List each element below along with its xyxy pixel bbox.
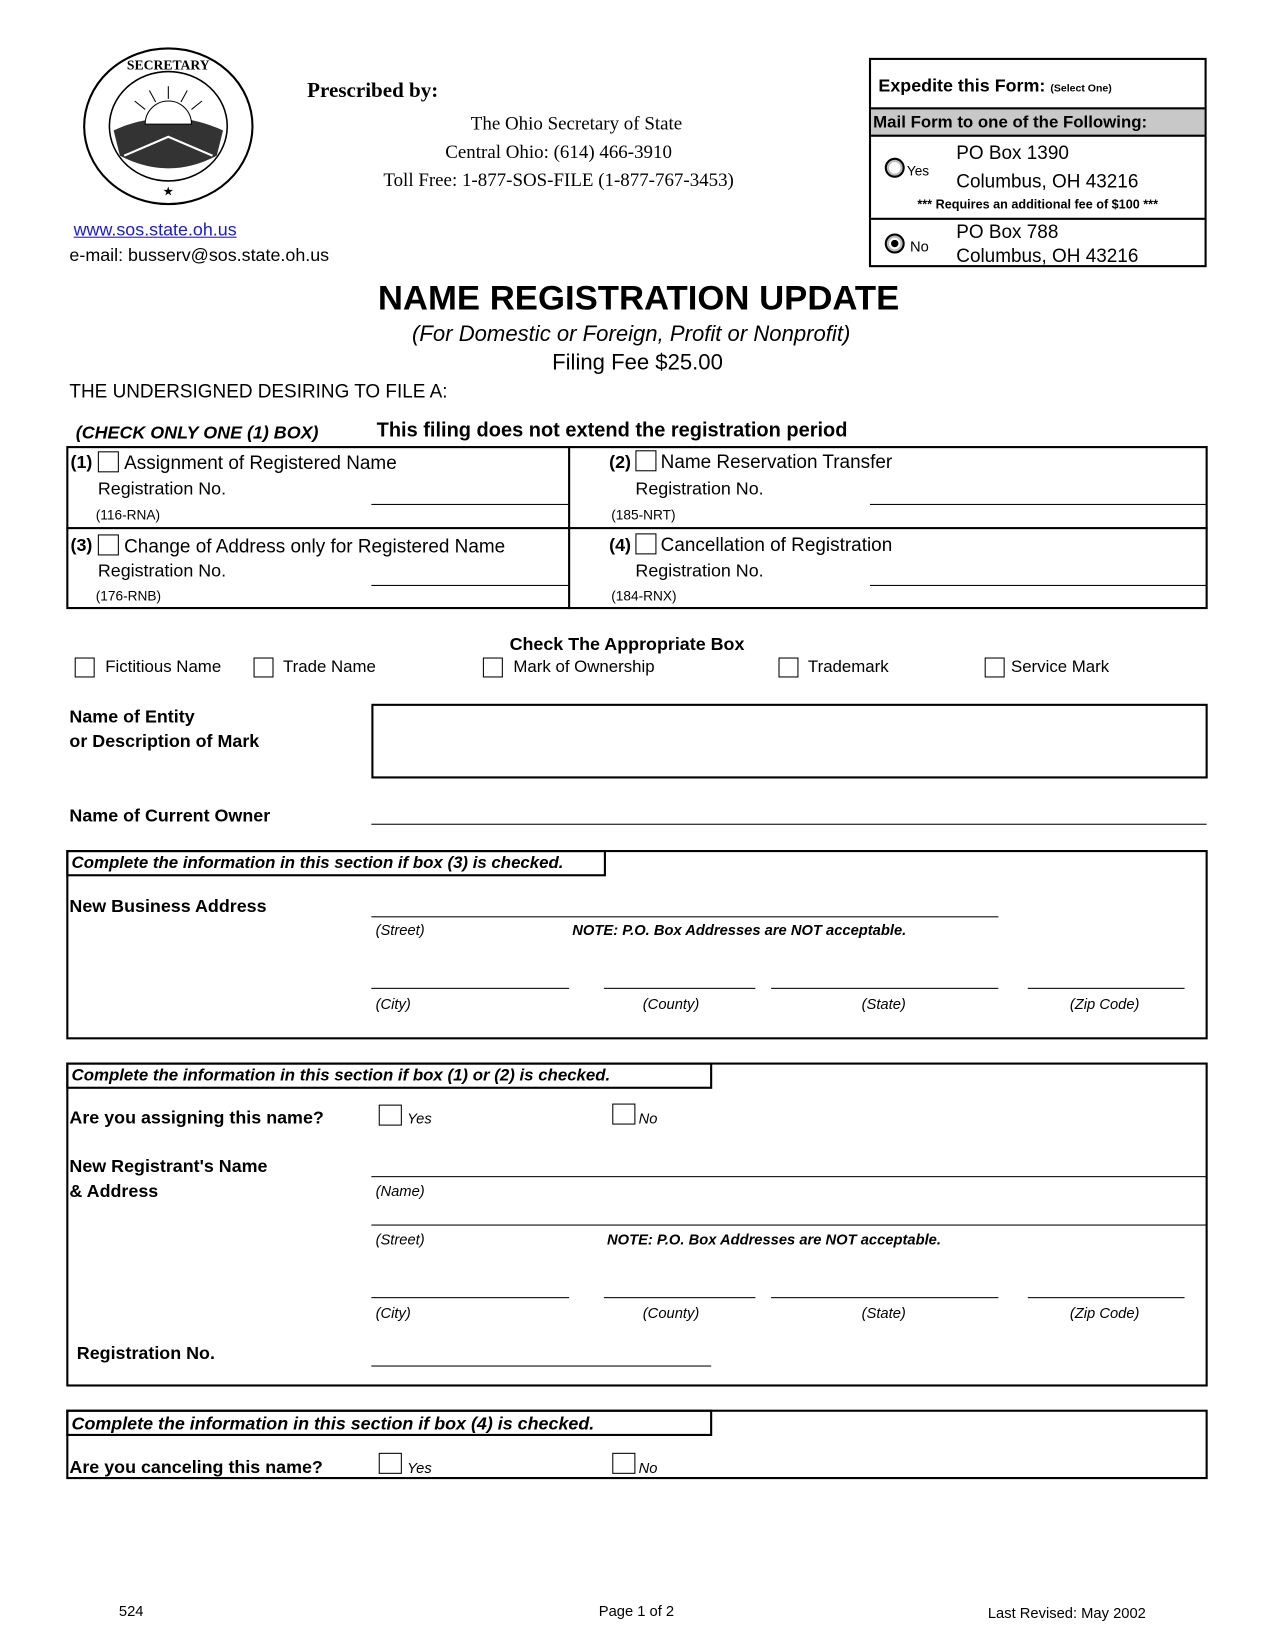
- last-revised: Last Revised: May 2002: [987, 1604, 1146, 1622]
- no-address-line2: Columbus, OH 43216: [956, 245, 1139, 267]
- canceling-no-label: No: [638, 1459, 658, 1476]
- select-one-note: (Select One): [1050, 83, 1112, 95]
- option-3-code: (176-RNB): [95, 588, 162, 604]
- assigning-no-label: No: [638, 1109, 658, 1127]
- expedite-yes-label: Yes: [906, 163, 930, 179]
- canceling-yes-label: Yes: [407, 1459, 432, 1476]
- entity-name-field[interactable]: [371, 704, 1207, 779]
- assigning-yes-label: Yes: [407, 1109, 432, 1127]
- s12-name-label: (Name): [375, 1182, 425, 1200]
- option-1-registration-label: Registration No.: [97, 478, 227, 499]
- s12-street-field[interactable]: [371, 1225, 1206, 1226]
- option-2-code: (185-NRT): [611, 507, 676, 523]
- s12-po-box-note: NOTE: P.O. Box Addresses are NOT acceptable.: [607, 1230, 941, 1248]
- office-name: The Ohio Secretary of State: [470, 112, 683, 134]
- s12-county-label: (County): [642, 1304, 700, 1322]
- s12-zip-label: (Zip Code): [1069, 1304, 1140, 1322]
- assigning-question: Are you assigning this name?: [69, 1107, 324, 1128]
- expedite-fee-note: *** Requires an additional fee of $100 ***: [917, 196, 1158, 212]
- registration-period-notice: This filing does not extend the registration period: [376, 419, 848, 442]
- entity-name-label: Name of Entity: [69, 706, 195, 727]
- s12-county-field[interactable]: [604, 1297, 755, 1298]
- email-text: e-mail: busserv@sos.state.oh.us: [69, 245, 330, 266]
- section-4-header: Complete the information in this section if box (4) is checked.: [71, 1413, 595, 1434]
- option-1-code: (116-RNA): [95, 507, 161, 523]
- no-address-line1: PO Box 788: [956, 220, 1059, 242]
- page-subtitle: (For Domestic or Foreign, Profit or Nonprofit): [412, 321, 851, 347]
- option-4-registration-label: Registration No.: [635, 560, 764, 581]
- s3-street-field[interactable]: [371, 916, 998, 917]
- trade-name-label: Trade Name: [282, 658, 376, 677]
- filing-fee: Filing Fee $25.00: [552, 350, 723, 375]
- undersigned-text: THE UNDERSIGNED DESIRING TO FILE A:: [69, 380, 448, 402]
- s12-name-field[interactable]: [371, 1176, 1206, 1177]
- option-1-registration-field[interactable]: [371, 504, 568, 505]
- option-2-checkbox[interactable]: [635, 450, 656, 471]
- option-3-number: (3): [70, 535, 93, 556]
- s12-registration-label: Registration No.: [76, 1343, 215, 1364]
- canceling-no-checkbox[interactable]: [612, 1453, 635, 1474]
- current-owner-label: Name of Current Owner: [69, 805, 271, 826]
- s3-city-label: (City): [375, 995, 411, 1013]
- s12-zip-field[interactable]: [1028, 1297, 1185, 1298]
- option-2-registration-label: Registration No.: [635, 478, 764, 499]
- s3-state-field[interactable]: [771, 988, 998, 989]
- toll-free-phone: Toll Free: 1-877-SOS-FILE (1-877-767-3453): [383, 169, 734, 191]
- trade-name-checkbox[interactable]: [254, 658, 274, 678]
- trademark-checkbox[interactable]: [778, 658, 798, 678]
- expedite-title: Expedite this Form: (Select One): [878, 75, 1112, 96]
- option-4-checkbox[interactable]: [635, 533, 656, 554]
- form-number: 524: [118, 1602, 144, 1620]
- new-registrant-label: New Registrant's Name: [69, 1156, 268, 1177]
- trademark-label: Trademark: [807, 658, 889, 677]
- s3-city-field[interactable]: [371, 988, 569, 989]
- entity-description-label: or Description of Mark: [69, 731, 260, 752]
- option-4-number: (4): [609, 535, 631, 556]
- fictitious-name-checkbox[interactable]: [75, 658, 95, 678]
- option-4-registration-field[interactable]: [870, 585, 1207, 586]
- expedite-no-radio[interactable]: [885, 234, 905, 254]
- expedite-box: [869, 58, 1207, 267]
- website-link[interactable]: www.sos.state.oh.us: [73, 219, 237, 240]
- section-3-header-box: [66, 850, 606, 876]
- s3-zip-field[interactable]: [1028, 988, 1185, 989]
- option-3-label: Change of Address only for Registered Name: [124, 535, 506, 557]
- ohio-seal-logo: [82, 46, 255, 206]
- s12-street-label: (Street): [375, 1230, 425, 1248]
- s3-street-label: (Street): [375, 921, 425, 939]
- expedite-no-label: No: [909, 237, 929, 255]
- section-4-header-box: [66, 1410, 712, 1436]
- mail-header: Mail Form to one of the Following:: [873, 113, 1148, 132]
- option-2-number: (2): [609, 452, 631, 473]
- s3-zip-label: (Zip Code): [1069, 995, 1140, 1013]
- mark-of-ownership-checkbox[interactable]: [483, 658, 503, 678]
- section-1-2-header-box: [66, 1063, 712, 1089]
- central-phone: Central Ohio: (614) 466-3910: [445, 140, 672, 163]
- svg-text:SECRETARY: SECRETARY: [126, 57, 210, 73]
- option-1-label: Assignment of Registered Name: [124, 452, 397, 474]
- option-4-code: (184-RNX): [611, 588, 677, 604]
- page-number: Page 1 of 2: [598, 1602, 675, 1620]
- expedite-yes-radio[interactable]: [885, 158, 905, 178]
- s3-county-field[interactable]: [604, 988, 755, 989]
- yes-address-line1: PO Box 1390: [956, 142, 1069, 164]
- option-2-label: Name Reservation Transfer: [660, 451, 893, 473]
- check-one-instruction: (CHECK ONLY ONE (1) BOX): [75, 422, 319, 443]
- yes-address-line2: Columbus, OH 43216: [956, 170, 1139, 192]
- svg-text:★: ★: [162, 184, 174, 199]
- option-2-registration-field[interactable]: [870, 504, 1207, 505]
- s12-state-field[interactable]: [771, 1297, 998, 1298]
- current-owner-field[interactable]: [371, 824, 1206, 825]
- fictitious-name-label: Fictitious Name: [105, 658, 222, 677]
- assigning-yes-checkbox[interactable]: [379, 1105, 402, 1126]
- new-registrant-address-label: & Address: [69, 1181, 159, 1202]
- s12-city-field[interactable]: [371, 1297, 569, 1298]
- s3-county-label: (County): [642, 995, 700, 1013]
- service-mark-checkbox[interactable]: [985, 658, 1005, 678]
- option-3-registration-field[interactable]: [371, 585, 568, 586]
- canceling-question: Are you canceling this name?: [69, 1457, 323, 1478]
- s12-registration-field[interactable]: [371, 1365, 711, 1366]
- new-business-address-label: New Business Address: [69, 896, 267, 917]
- s3-state-label: (State): [861, 995, 906, 1013]
- s12-state-label: (State): [861, 1304, 906, 1322]
- prescribed-by-label: Prescribed by:: [307, 78, 439, 103]
- assigning-no-checkbox[interactable]: [612, 1104, 635, 1125]
- page-title: NAME REGISTRATION UPDATE: [377, 277, 900, 317]
- section-3-header: Complete the information in this section if box (3) is checked.: [71, 854, 564, 873]
- s12-city-label: (City): [375, 1304, 411, 1322]
- mark-of-ownership-label: Mark of Ownership: [513, 658, 655, 677]
- section-box-3: [66, 850, 1207, 1039]
- option-3-registration-label: Registration No.: [97, 560, 227, 581]
- option-4-label: Cancellation of Registration: [660, 534, 893, 556]
- canceling-yes-checkbox[interactable]: [379, 1453, 402, 1474]
- s3-po-box-note: NOTE: P.O. Box Addresses are NOT acceptable.: [572, 921, 907, 939]
- option-1-checkbox[interactable]: [98, 451, 119, 472]
- mark-type-heading: Check The Appropriate Box: [509, 634, 745, 655]
- section-1-2-header: Complete the information in this section if box (1) or (2) is checked.: [71, 1066, 611, 1085]
- service-mark-label: Service Mark: [1010, 658, 1110, 677]
- option-1-number: (1): [70, 452, 93, 473]
- option-3-checkbox[interactable]: [98, 534, 119, 555]
